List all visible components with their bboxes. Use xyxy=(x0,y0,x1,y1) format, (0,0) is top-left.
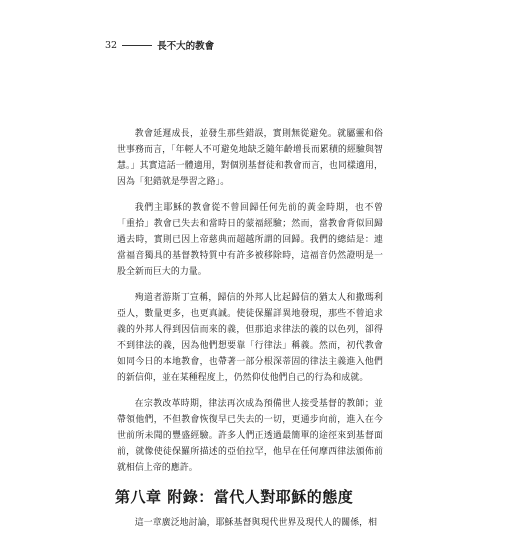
paragraph: 這一章廣泛地討論，耶穌基督與現代世界及現代人的關係，相 xyxy=(134,518,378,528)
body-text xyxy=(117,126,383,541)
paragraph: 我們主耶穌的教會從不曾回歸任何先前的黃金時期，也不曾「重拾」教會已失去和當時日的蒙福經驗；然而，當教會背似回歸過去時，實則已因上帝慈典而超越所謂的回歸。我們的總結是：連當福音獨具的基督教特質中有許多被移除時，這福音仍然證明是一股全新而巨大的力量。 xyxy=(117,203,383,277)
chapter-heading: 第八章 附錄：當代人對耶穌的態度 xyxy=(115,488,354,506)
header-rule xyxy=(122,45,152,46)
running-title: 長不大的教會 xyxy=(157,41,215,52)
page-number: 32 xyxy=(105,39,118,51)
paragraph: 在宗教改革時期，律法再次成為預備世人接受基督的教師；並帶領他們，不但教會恢復早已失去的一切，更通步向前，進入在今世前所未聞的豐盛經驗。許多人們正透過最簡單的途徑來到基督面前，就像使徒保羅所描述的亞伯拉罕，他早在任何摩西律法頒佈前就相信上帝的應許。 xyxy=(117,399,383,473)
paragraph: 教會延遲成長，並發生那些錯誤，實則無從避免。就屬靈和俗世事務而言，「年輕人不可避免地缺乏隨年齡增長而累積的經驗與智慧。」其實這話一體適用，對個別基督徒和教會而言，也同樣適用，因為「犯錯就是學習之路」。 xyxy=(117,129,383,187)
running-header xyxy=(105,38,214,52)
paragraph: 殉道者游斯丁宣稱，歸信的外邦人比起歸信的猶太人和撒瑪利亞人，數量更多，也更真誠。使徒保羅詳異地發現，那些不曾追求義的外邦人得到因信而來的義，但那追求律法的義的以色列，卻得不到律法的義，因為他們想要靠「行律法」稱義。然而，初代教會如同今日的本地教會，也帶著一部分根深蒂固的律法主義進入他們的新信仰，並在某種程度上，仍然仰仗他們自己的行為和成就。 xyxy=(117,293,383,383)
